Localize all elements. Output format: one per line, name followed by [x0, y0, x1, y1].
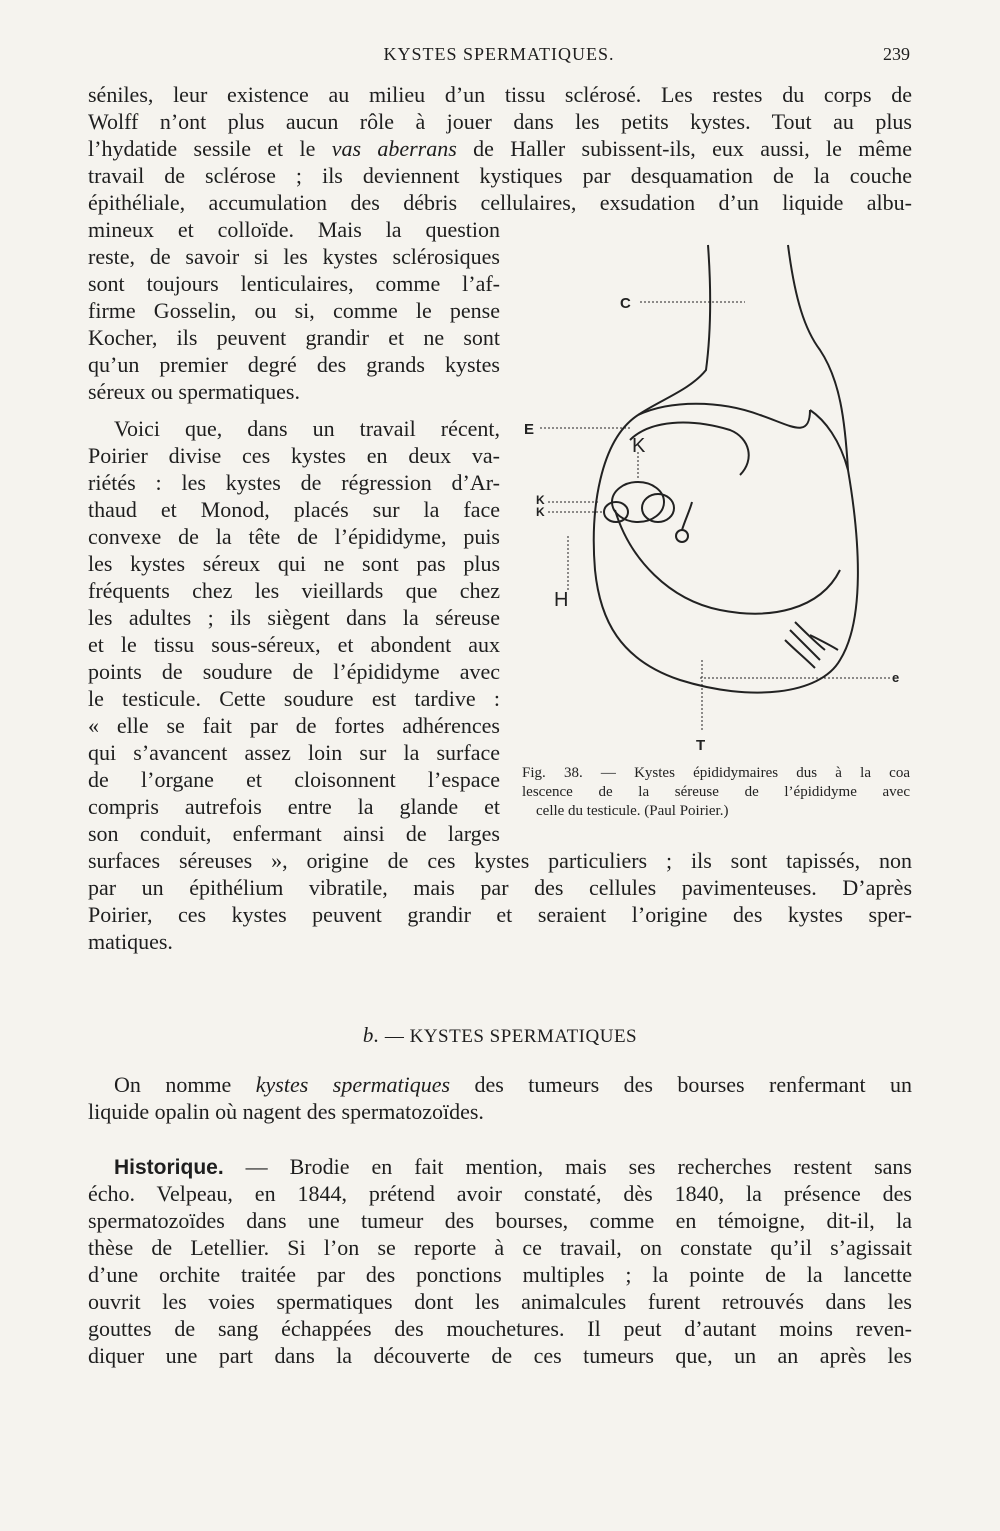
text-line: qui s’avancent assez loin sur la surface [88, 740, 500, 765]
figure-label-c: C [620, 295, 631, 312]
text-line: épithéliale, accumulation des débris cellulaires, exsudation d’un liquide albu- [88, 190, 912, 215]
section-letter: b. [362, 1023, 380, 1047]
text-line: compris autrefois entre la glande et [88, 794, 500, 819]
figure-label-h: H [554, 589, 569, 611]
text-line: Voici que, dans un travail récent, [114, 416, 500, 441]
section-run-in-heading: Historique. [114, 1156, 224, 1179]
text-line: et le tissu sous-séreux, et abondent aux [88, 632, 500, 657]
text-fragment: l’hydatide sessile et le [88, 136, 332, 161]
text-line [88, 136, 912, 162]
hatching [785, 640, 815, 668]
text-line: son conduit, enfermant ainsi de larges [88, 821, 500, 846]
text-line: sont toujours lenticulaires, comme l’af- [88, 271, 500, 296]
text-line: d’une orchite traitée par des ponctions multiples ; la pointe de la lancette [88, 1262, 912, 1287]
text-line: gouttes de sang échappées des mouchetures. Il peut d’autant moins reven- [88, 1316, 912, 1341]
text-line: firme Gosselin, ou si, comme le pense [88, 298, 500, 323]
figure-label-k: K [536, 493, 545, 507]
text-line: de l’organe et cloisonnent l’espace [88, 767, 500, 792]
figure-label-k: K [632, 435, 646, 457]
spermatic-cord-line [788, 245, 848, 470]
text-line: liquide opalin où nagent des spermatozoïdes. [88, 1099, 484, 1124]
text-line: les adultes ; ils siègent dans la séreuse [88, 605, 500, 630]
figure-label-t: T [696, 737, 706, 754]
cyst [676, 530, 688, 542]
cyst-stalk [682, 502, 692, 530]
text-line: séniles, leur existence au milieu d’un tissu sclérosé. Les restes du corps de [88, 82, 912, 107]
text-line: « elle se fait par de fortes adhérences [88, 713, 500, 738]
italic-term: kystes spermatiques [255, 1072, 451, 1097]
text-line: Poirier, ces kystes peuvent grandir et seraient l’origine des kystes sper- [88, 902, 912, 927]
caption-line: Fig. 38. — Kystes épididymaires dus à la coa [522, 765, 910, 781]
italic-term: vas aberrans [331, 136, 457, 161]
text-fragment: — Brodie en fait mention, mais ses recherches restent sans [223, 1154, 912, 1179]
running-title: KYSTES SPERMATIQUES. [383, 44, 615, 64]
section-title: — KYSTES SPERMATIQUES [384, 1026, 638, 1047]
figure-label-k: K [536, 505, 545, 519]
caption-line: lescence de la séreuse de l’épididyme avec [522, 784, 910, 800]
text-line: écho. Velpeau, en 1844, prétend avoir constaté, dès 1840, la présence des [88, 1181, 912, 1206]
text-line: reste, de savoir si les kystes sclérosiques [88, 244, 500, 269]
figure-label-e: E [524, 421, 535, 438]
text-line: ouvrit les voies spermatiques dont les animalcules furent retrouvés dans les [88, 1289, 912, 1314]
text-line: fréquents chez les vieillards que chez [88, 578, 500, 603]
page-number: 239 [883, 44, 910, 64]
text-line: diquer une part dans la découverte de ces tumeurs que, un an après les [88, 1343, 912, 1368]
text-line: thaud et Monod, placés sur la face [88, 497, 500, 522]
running-header [88, 44, 910, 72]
text-line: les kystes séreux qui ne sont pas plus [88, 551, 500, 576]
epididymis-inner [630, 423, 749, 475]
section-heading [88, 1023, 912, 1048]
text-line: mineux et colloïde. Mais la question [88, 217, 500, 242]
anatomical-figure [520, 240, 910, 760]
text-fragment: On nomme [114, 1072, 256, 1097]
text-line: Kocher, ils peuvent grandir et ne sont [88, 325, 500, 350]
text-line: Wolff n’ont plus aucun rôle à jouer dans les petits kystes. Tout au plus [88, 109, 912, 134]
text-line [88, 1072, 912, 1098]
caption-line: celle du testicule. (Paul Poirier.) [536, 803, 729, 819]
text-line: convexe de la tête de l’épididyme, puis [88, 524, 500, 549]
text-line: riétés : les kystes de régression d’Ar- [88, 470, 500, 495]
text-line: par un épithélium vibratile, mais par des cellules pavimenteuses. D’après [88, 875, 912, 900]
hatching [810, 635, 838, 650]
text-fragment: de Haller subissent-ils, eux aussi, le même [456, 136, 912, 161]
text-line [88, 1154, 912, 1181]
text-line: points de soudure de l’épididyme avec [88, 659, 500, 684]
figure-caption [522, 764, 910, 821]
text-line: matiques. [88, 929, 173, 954]
text-fragment: des tumeurs des bourses renfermant un [450, 1072, 913, 1097]
hatching [790, 630, 820, 660]
text-line: le testicule. Cette soudure est tardive : [88, 686, 500, 711]
serosa-line [615, 510, 840, 614]
text-line: Poirier divise ces kystes en deux va- [88, 443, 500, 468]
text-line: séreux ou spermatiques. [88, 379, 300, 404]
text-line: travail de sclérose ; ils deviennent kystiques par desquamation de la couche [88, 163, 912, 188]
text-line: spermatozoïdes dans une tumeur des bourses, comme en témoigne, dit-il, la [88, 1208, 912, 1233]
text-line: thèse de Letellier. Si l’on se reporte à ce travail, on constate qu’il s’agissait [88, 1235, 912, 1260]
text-line: qu’un premier degré des grands kystes [88, 352, 500, 377]
text-line: surfaces séreuses », origine de ces kystes particuliers ; ils sont tapissés, non [88, 848, 912, 873]
figure-label-e-lower: e [892, 670, 900, 685]
cyst [642, 494, 674, 522]
spermatic-cord-line [638, 245, 710, 415]
